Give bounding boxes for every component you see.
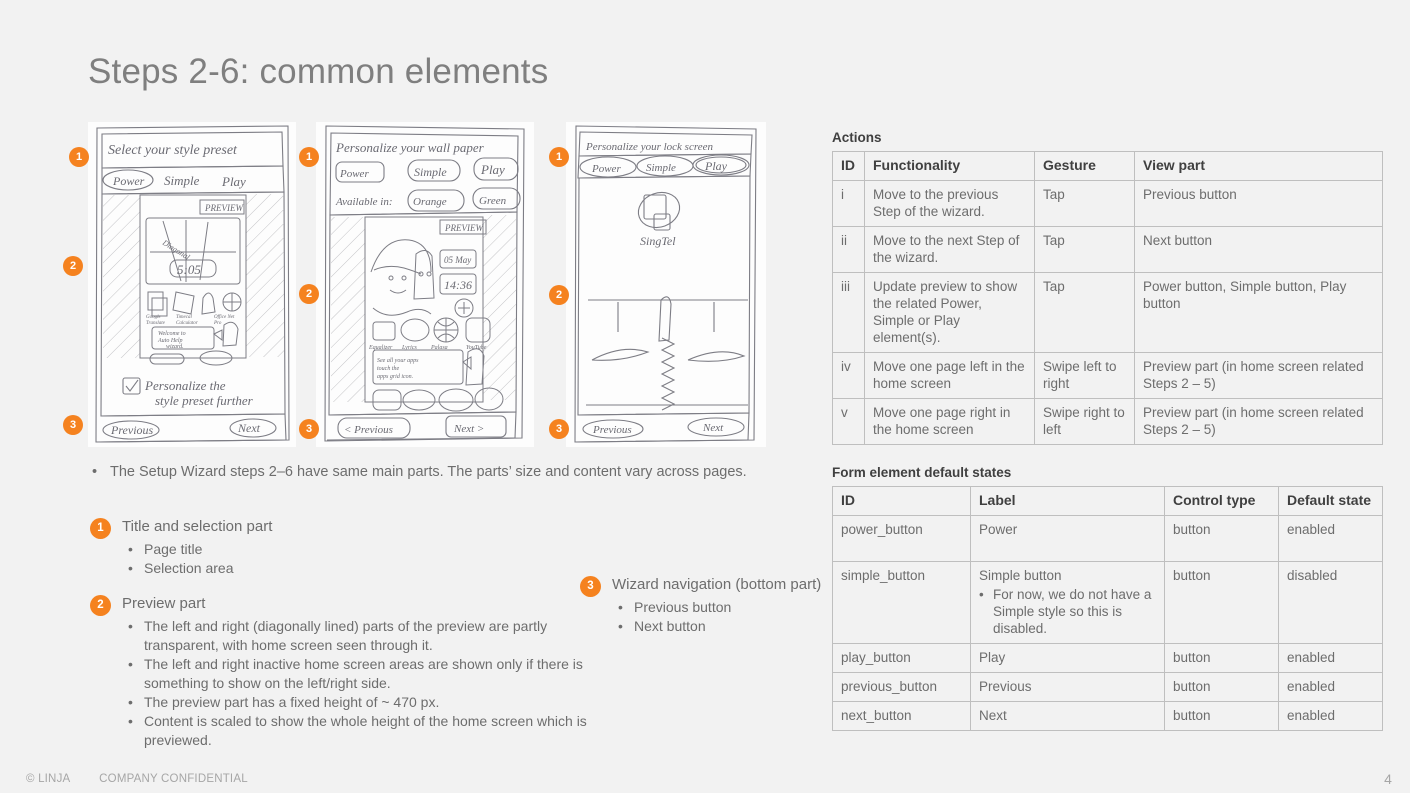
bullet-group-2	[88, 594, 588, 750]
svg-text:Personalize your wall paper: Personalize your wall paper	[336, 140, 484, 155]
group-1-badge: 1	[90, 518, 111, 539]
footer-confidential: COMPANY CONFIDENTIAL	[99, 773, 248, 785]
actions-row-0-viewpart: Previous button	[1135, 181, 1383, 227]
svg-text:Google: Google	[146, 315, 161, 320]
svg-text:SingTel: SingTel	[640, 234, 676, 248]
actions-row-1-gesture: Tap	[1035, 227, 1135, 273]
bullet-group-1-heading-row	[88, 517, 588, 537]
actions-table	[832, 151, 1383, 445]
table-header-row	[833, 152, 1383, 181]
svg-text:style preset further: style preset further	[155, 393, 253, 408]
sketch2-badge-1: 1	[299, 147, 319, 167]
bullet-dot-icon: •	[128, 560, 133, 576]
form-header-default-state: Default state	[1279, 487, 1383, 516]
bullet-dot-icon: •	[618, 599, 623, 615]
form-header-label: Label	[971, 487, 1165, 516]
svg-text:Green: Green	[479, 195, 507, 207]
group-1-item-0: Page title	[144, 541, 203, 557]
svg-text:Play: Play	[222, 174, 246, 189]
page-number: 4	[1384, 771, 1392, 787]
form-row-1-label-cell	[971, 562, 1165, 644]
svg-text:Office Net: Office Net	[214, 315, 235, 320]
footer	[26, 773, 248, 785]
table-row	[833, 516, 1383, 562]
svg-text:Next: Next	[703, 422, 724, 434]
group-2-items	[88, 617, 588, 750]
svg-text:Simple: Simple	[164, 173, 200, 188]
actions-row-2-functionality: Update preview to show the related Power, Simple or Play element(s).	[865, 273, 1035, 353]
svg-text:Next >: Next >	[454, 423, 485, 435]
form-row-2-id: play_button	[833, 644, 971, 673]
form-row-2-default-state: enabled	[1279, 644, 1383, 673]
svg-text:Simple: Simple	[414, 165, 447, 179]
actions-row-2-id: iii	[833, 273, 865, 353]
group-3-item-0: Previous button	[634, 599, 732, 615]
svg-text:Play: Play	[481, 162, 505, 177]
actions-row-1-id: ii	[833, 227, 865, 273]
actions-row-4-gesture: Swipe right to left	[1035, 399, 1135, 445]
svg-text:PREVIEW: PREVIEW	[445, 223, 483, 233]
actions-row-0-functionality: Move to the previous Step of the wizard.	[865, 181, 1035, 227]
svg-text:Lyrics: Lyrics	[402, 345, 417, 351]
form-header-id: ID	[833, 487, 971, 516]
bullet-group-2-heading-row	[88, 594, 588, 614]
actions-row-4-id: v	[833, 399, 865, 445]
table-row	[833, 399, 1383, 445]
group-1-items	[88, 540, 588, 578]
svg-text:Pro: Pro	[214, 321, 222, 326]
svg-text:14:36: 14:36	[444, 278, 472, 292]
svg-text:Power: Power	[113, 174, 145, 188]
svg-text:< Previous: < Previous	[344, 424, 393, 436]
table-header-row	[833, 487, 1383, 516]
svg-text:apps grid icon.: apps grid icon.	[377, 374, 414, 380]
bullet-dot-icon: •	[128, 656, 133, 672]
actions-row-2-gesture: Tap	[1035, 273, 1135, 353]
list-item	[88, 655, 588, 693]
sketch3-badge-3: 3	[549, 419, 569, 439]
group-3-items	[578, 598, 838, 636]
svg-text:See all your apps: See all your apps	[377, 358, 419, 364]
list-item	[88, 617, 588, 655]
list-item	[979, 586, 1156, 637]
actions-header-viewpart: View part	[1135, 152, 1383, 181]
sketch-step-lock-screen	[566, 122, 766, 447]
svg-text:Diagonal: Diagonal	[160, 238, 192, 262]
group-3-heading: Wizard navigation (bottom part)	[612, 576, 822, 593]
svg-text:Equalizer: Equalizer	[369, 345, 393, 351]
form-row-4-default-state: enabled	[1279, 702, 1383, 731]
svg-text:Next: Next	[238, 421, 260, 435]
actions-table-caption: Actions	[832, 130, 882, 145]
actions-row-4-viewpart: Preview part (in home screen related Steps 2 – 5)	[1135, 399, 1383, 445]
intro-bullet	[88, 463, 828, 482]
svg-text:touch the: touch the	[377, 366, 400, 372]
form-row-3-default-state: enabled	[1279, 673, 1383, 702]
group-3-badge: 3	[580, 576, 601, 597]
svg-text:Simple: Simple	[646, 162, 676, 174]
sketch3-badge-1: 1	[549, 147, 569, 167]
page-title: Steps 2-6: common elements	[88, 52, 549, 91]
svg-text:PREVIEW: PREVIEW	[205, 203, 243, 213]
form-row-4-label: Next	[971, 702, 1165, 731]
svg-text:Previous: Previous	[111, 423, 154, 437]
form-row-1-id: simple_button	[833, 562, 971, 644]
sketch-step-wall-paper	[316, 122, 534, 447]
actions-header-id: ID	[833, 152, 865, 181]
svg-text:Timecal: Timecal	[176, 315, 192, 320]
svg-text:wizard.: wizard.	[166, 344, 184, 350]
actions-row-4-functionality: Move one page right in the home screen	[865, 399, 1035, 445]
form-row-2-label: Play	[971, 644, 1165, 673]
table-row	[833, 181, 1383, 227]
list-item	[578, 617, 838, 636]
svg-text:Personalize the: Personalize the	[145, 378, 226, 393]
actions-row-2-viewpart: Power button, Simple button, Play button	[1135, 273, 1383, 353]
group-2-heading: Preview part	[122, 595, 206, 612]
bullet-dot-icon: •	[979, 587, 984, 602]
form-row-1-control-type: button	[1165, 562, 1279, 644]
form-row-2-control-type: button	[1165, 644, 1279, 673]
sketch1-badge-1: 1	[69, 147, 89, 167]
table-row	[833, 673, 1383, 702]
bullet-group-3-heading-row	[578, 575, 838, 595]
svg-text:Calculator: Calculator	[176, 321, 198, 326]
sketch-step-style-preset	[88, 122, 296, 447]
form-states-table-caption: Form element default states	[832, 465, 1012, 480]
form-row-0-control-type: button	[1165, 516, 1279, 562]
list-item	[88, 712, 588, 750]
svg-text:Power: Power	[340, 168, 369, 180]
svg-text:05 May: 05 May	[444, 255, 472, 265]
group-2-item-1: The left and right inactive home screen areas are shown only if there is something to show on the left/right side.	[144, 656, 583, 691]
group-2-item-2: The preview part has a fixed height of ~ 470 px.	[144, 694, 440, 710]
svg-text:YouTube: YouTube	[466, 345, 487, 351]
svg-text:Available in:: Available in:	[336, 196, 393, 208]
form-row-0-label: Power	[971, 516, 1165, 562]
footer-copyright: © LINJA	[26, 773, 70, 785]
form-row-4-control-type: button	[1165, 702, 1279, 731]
intro-bullet-text: The Setup Wizard steps 2–6 have same main parts. The parts’ size and content vary across pages.	[110, 464, 747, 480]
group-1-heading: Title and selection part	[122, 518, 273, 535]
sketch1-badge-2: 2	[63, 256, 83, 276]
list-item	[578, 598, 838, 617]
form-row-0-default-state: enabled	[1279, 516, 1383, 562]
bullet-dot-icon: •	[618, 618, 623, 634]
sketch2-badge-2: 2	[299, 284, 319, 304]
group-2-item-0: The left and right (diagonally lined) parts of the preview are partly transparent, with home screen seen through it.	[144, 618, 548, 653]
svg-text:Power: Power	[592, 163, 621, 175]
table-row	[833, 273, 1383, 353]
form-row-0-id: power_button	[833, 516, 971, 562]
actions-row-0-id: i	[833, 181, 865, 227]
form-states-table	[832, 486, 1383, 731]
form-row-4-id: next_button	[833, 702, 971, 731]
form-row-3-id: previous_button	[833, 673, 971, 702]
bullet-group-1	[88, 517, 588, 578]
svg-text:Welcome to: Welcome to	[158, 331, 186, 337]
form-row-1-default-state: disabled	[1279, 562, 1383, 644]
form-header-control-type: Control type	[1165, 487, 1279, 516]
sketch-row	[69, 122, 788, 447]
bullet-dot-icon: •	[128, 618, 133, 634]
bullets-column-left	[88, 501, 588, 750]
bullet-dot-icon: •	[128, 694, 133, 710]
form-row-1-label-notes	[979, 586, 1156, 637]
group-2-badge: 2	[90, 595, 111, 616]
bullet-group-3	[578, 575, 838, 636]
table-row	[833, 644, 1383, 673]
bullet-dot-icon: •	[128, 541, 133, 557]
form-row-1-note-0: For now, we do not have a Simple style so this is disabled.	[993, 587, 1152, 636]
actions-row-1-viewpart: Next button	[1135, 227, 1383, 273]
form-row-1-label: Simple button	[979, 568, 1062, 583]
list-item	[88, 540, 588, 559]
group-2-item-3: Content is scaled to show the whole height of the home screen which is previewed.	[144, 713, 587, 748]
right-pane	[832, 130, 1382, 731]
group-1-item-1: Selection area	[144, 560, 234, 576]
bullet-dot-icon: •	[128, 713, 133, 729]
list-item	[88, 693, 588, 712]
bullets-column-right	[578, 575, 838, 636]
actions-header-gesture: Gesture	[1035, 152, 1135, 181]
list-item	[88, 559, 588, 578]
svg-text:Play: Play	[705, 159, 727, 173]
form-row-3-control-type: button	[1165, 673, 1279, 702]
bullet-dot-icon: •	[92, 464, 98, 480]
actions-row-1-functionality: Move to the next Step of the wizard.	[865, 227, 1035, 273]
actions-row-3-functionality: Move one page left in the home screen	[865, 353, 1035, 399]
sketch2-badge-3: 3	[299, 419, 319, 439]
sketch3-badge-2: 2	[549, 285, 569, 305]
actions-header-functionality: Functionality	[865, 152, 1035, 181]
table-row	[833, 562, 1383, 644]
actions-row-3-gesture: Swipe left to right	[1035, 353, 1135, 399]
svg-text:Personalize your lock screen: Personalize your lock screen	[586, 141, 713, 153]
sketch1-badge-3: 3	[63, 415, 83, 435]
actions-row-3-viewpart: Preview part (in home screen related Steps 2 – 5)	[1135, 353, 1383, 399]
table-row	[833, 702, 1383, 731]
svg-text:Auto Help: Auto Help	[158, 338, 183, 344]
form-row-3-label: Previous	[971, 673, 1165, 702]
group-3-item-1: Next button	[634, 618, 706, 634]
explanation-bullets	[88, 463, 828, 748]
table-row	[833, 353, 1383, 399]
actions-row-0-gesture: Tap	[1035, 181, 1135, 227]
svg-text:Select your style preset: Select your style preset	[108, 143, 237, 158]
svg-text:Orange: Orange	[413, 196, 447, 208]
svg-text:Previous: Previous	[593, 424, 632, 436]
svg-text:Translate: Translate	[146, 321, 165, 326]
actions-row-3-id: iv	[833, 353, 865, 399]
svg-text:Palasa: Palasa	[431, 345, 448, 351]
table-row	[833, 227, 1383, 273]
svg-text:5:05: 5:05	[177, 262, 201, 277]
